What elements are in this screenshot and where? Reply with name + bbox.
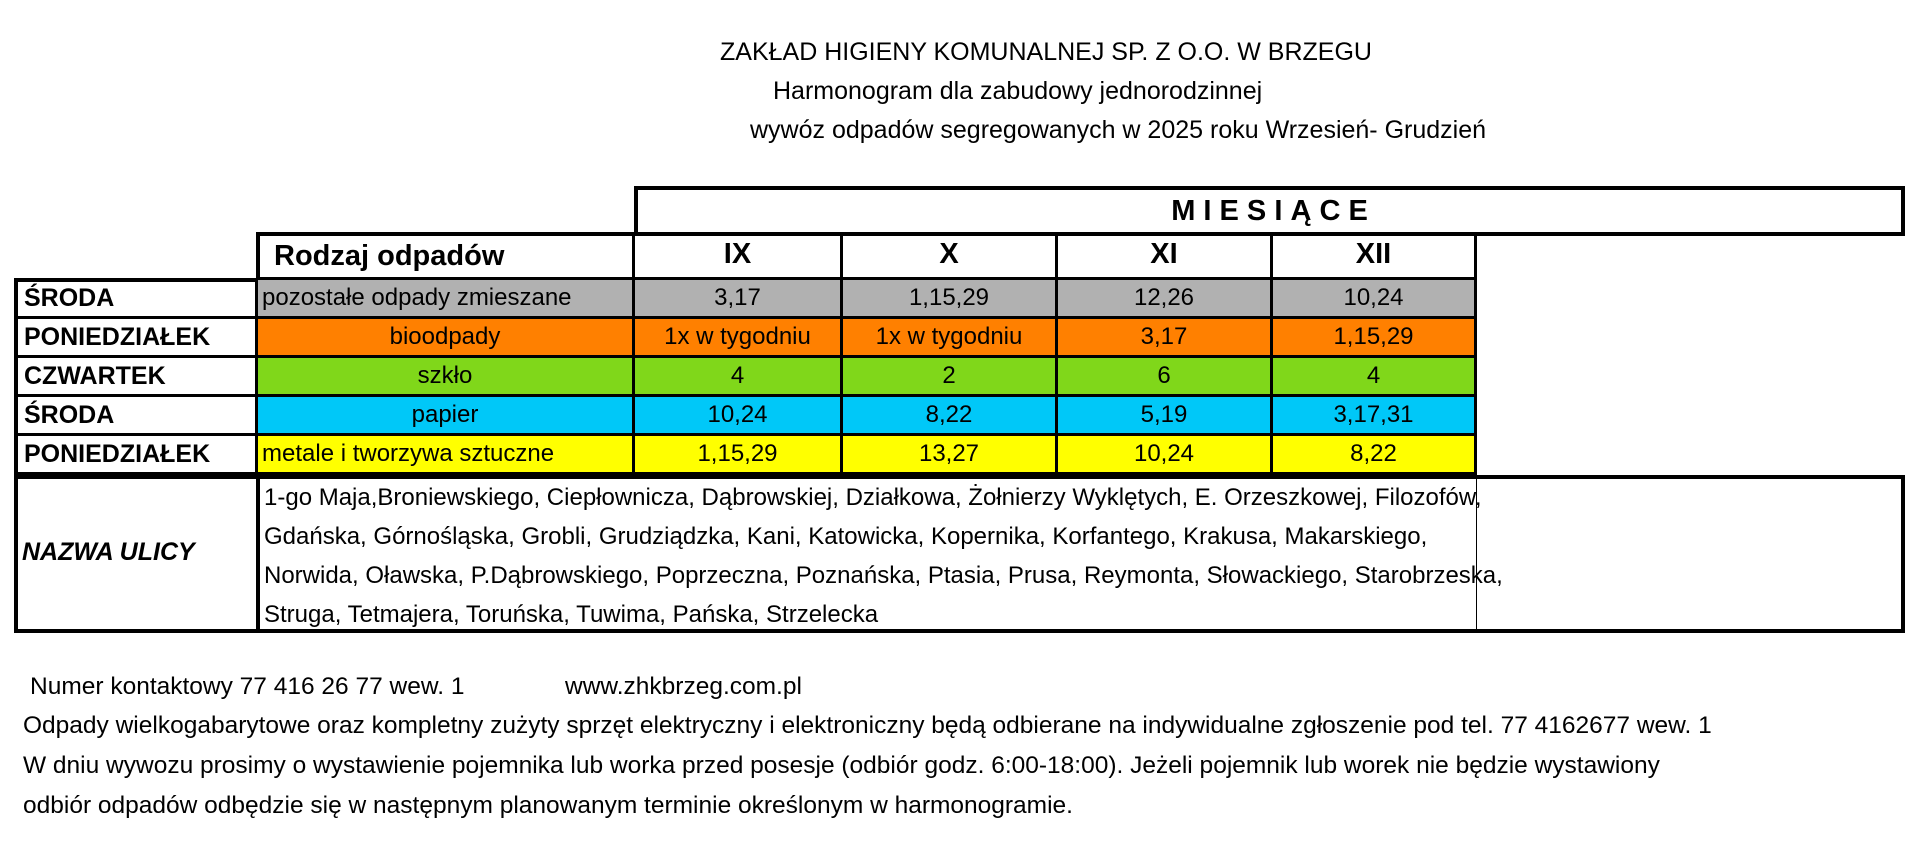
day-label: ŚRODA [14, 397, 258, 436]
schedule-value: 6 [1058, 358, 1273, 397]
day-label: ŚRODA [14, 280, 258, 319]
schedule-value: 1x w tygodniu [843, 319, 1058, 358]
schedule-subtitle: Harmonogram dla zabudowy jednorodzinnej [773, 77, 1263, 105]
schedule-value: 2 [843, 358, 1058, 397]
schedule-value: 3,17 [1058, 319, 1273, 358]
month-header: XI [1058, 232, 1273, 280]
schedule-value: 8,22 [1273, 436, 1477, 475]
waste-type-header: Rodzaj odpadów [256, 232, 635, 280]
month-header: XII [1273, 232, 1477, 280]
schedule-value: 10,24 [635, 397, 843, 436]
schedule-value: 3,17,31 [1273, 397, 1477, 436]
street-names-line: Norwida, Oławska, P.Dąbrowskiego, Poprzeczna, Poznańska, Ptasia, Prusa, Reymonta, Słowackiego, Starobrzeska, [264, 562, 1503, 589]
waste-type-cell: szkło [258, 358, 635, 397]
collection-note-cont: odbiór odpadów odbędzie się w następnym planowanym terminie określonym w harmonogramie. [23, 792, 1073, 819]
waste-type-cell: papier [258, 397, 635, 436]
schedule-value: 1x w tygodniu [635, 319, 843, 358]
schedule-value: 1,15,29 [1273, 319, 1477, 358]
street-names-line: Gdańska, Górnośląska, Grobli, Grudziądzka, Kani, Katowicka, Kopernika, Korfantego, Krakusa, Makarskiego, [264, 523, 1428, 550]
waste-type-cell: bioodpady [258, 319, 635, 358]
schedule-value: 4 [635, 358, 843, 397]
schedule-period: wywóz odpadów segregowanych w 2025 roku Wrzesień- Grudzień [750, 116, 1487, 144]
waste-type-cell: pozostałe odpady zmieszane [258, 280, 635, 319]
schedule-value: 13,27 [843, 436, 1058, 475]
company-name: ZAKŁAD HIGIENY KOMUNALNEJ SP. Z O.O. W BRZEGU [720, 38, 1372, 66]
day-label: PONIEDZIAŁEK [14, 319, 258, 358]
collection-note: W dniu wywozu prosimy o wystawienie pojemnika lub worka przed posesje (odbiór godz. 6:00-18:00). Jeżeli pojemnik lub worek nie będzie wystawiony [23, 752, 1660, 779]
website-link[interactable]: www.zhkbrzeg.com.pl [565, 673, 802, 700]
schedule-value: 10,24 [1058, 436, 1273, 475]
streets-divider [256, 475, 260, 633]
schedule-value: 12,26 [1058, 280, 1273, 319]
schedule-value: 8,22 [843, 397, 1058, 436]
day-label: PONIEDZIAŁEK [14, 436, 258, 475]
street-names-line: Struga, Tetmajera, Toruńska, Tuwima, Pańska, Strzelecka [264, 601, 879, 628]
schedule-value: 1,15,29 [843, 280, 1058, 319]
bulky-waste-note: Odpady wielkogabarytowe oraz kompletny zużyty sprzęt elektryczny i elektroniczny będą odbierane na indywidualne zgłoszenie pod tel. 77 4162677 wew. 1 [23, 712, 1712, 739]
table-rule [14, 278, 258, 282]
street-names-line: 1-go Maja,Broniewskiego, Ciepłownicza, Dąbrowskiej, Działkowa, Żołnierzy Wyklętych, E. Orzeszkowej, Filozofów, [264, 484, 1482, 511]
schedule-value: 4 [1273, 358, 1477, 397]
schedule-value: 1,15,29 [635, 436, 843, 475]
schedule-value: 10,24 [1273, 280, 1477, 319]
schedule-value: 5,19 [1058, 397, 1273, 436]
months-title-box: M I E S I Ą C E [634, 186, 1905, 236]
day-label: CZWARTEK [14, 358, 258, 397]
schedule-value: 3,17 [635, 280, 843, 319]
month-header: X [843, 232, 1058, 280]
waste-type-cell: metale i tworzywa sztuczne [258, 436, 635, 475]
month-header: IX [635, 232, 843, 280]
contact-number: Numer kontaktowy 77 416 26 77 wew. 1 [30, 673, 465, 700]
streets-label: NAZWA ULICY [22, 538, 195, 566]
